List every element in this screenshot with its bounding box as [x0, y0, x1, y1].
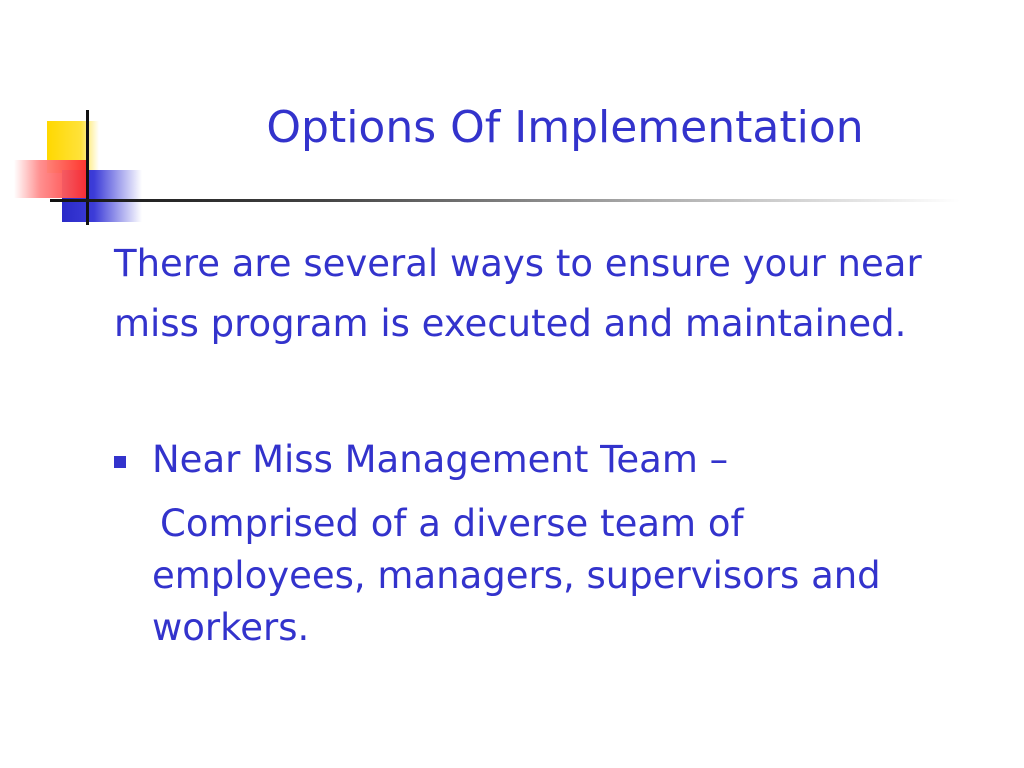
intro-line: There are several ways to ensure your near: [114, 242, 922, 285]
vertical-rule-decoration: [86, 110, 89, 225]
bullet-description-line: workers.: [152, 606, 310, 649]
slide-title: Options Of Implementation: [266, 102, 864, 153]
title-underline-rule: [50, 199, 960, 202]
corner-squares-logo: [0, 0, 140, 240]
bullet-description: [152, 498, 1012, 654]
square-bullet-icon: [114, 456, 126, 468]
bullet-list: [114, 434, 1014, 649]
bullet-description-line: Comprised of a diverse team of: [160, 502, 744, 545]
red-square-decoration: [14, 160, 88, 198]
list-item: [114, 434, 1014, 486]
bullet-description-line: employees, managers, supervisors and: [152, 554, 881, 597]
intro-paragraph: [114, 234, 1014, 354]
bullet-label: Near Miss Management Team –: [152, 438, 729, 481]
intro-line: miss program is executed and maintained.: [114, 302, 907, 345]
